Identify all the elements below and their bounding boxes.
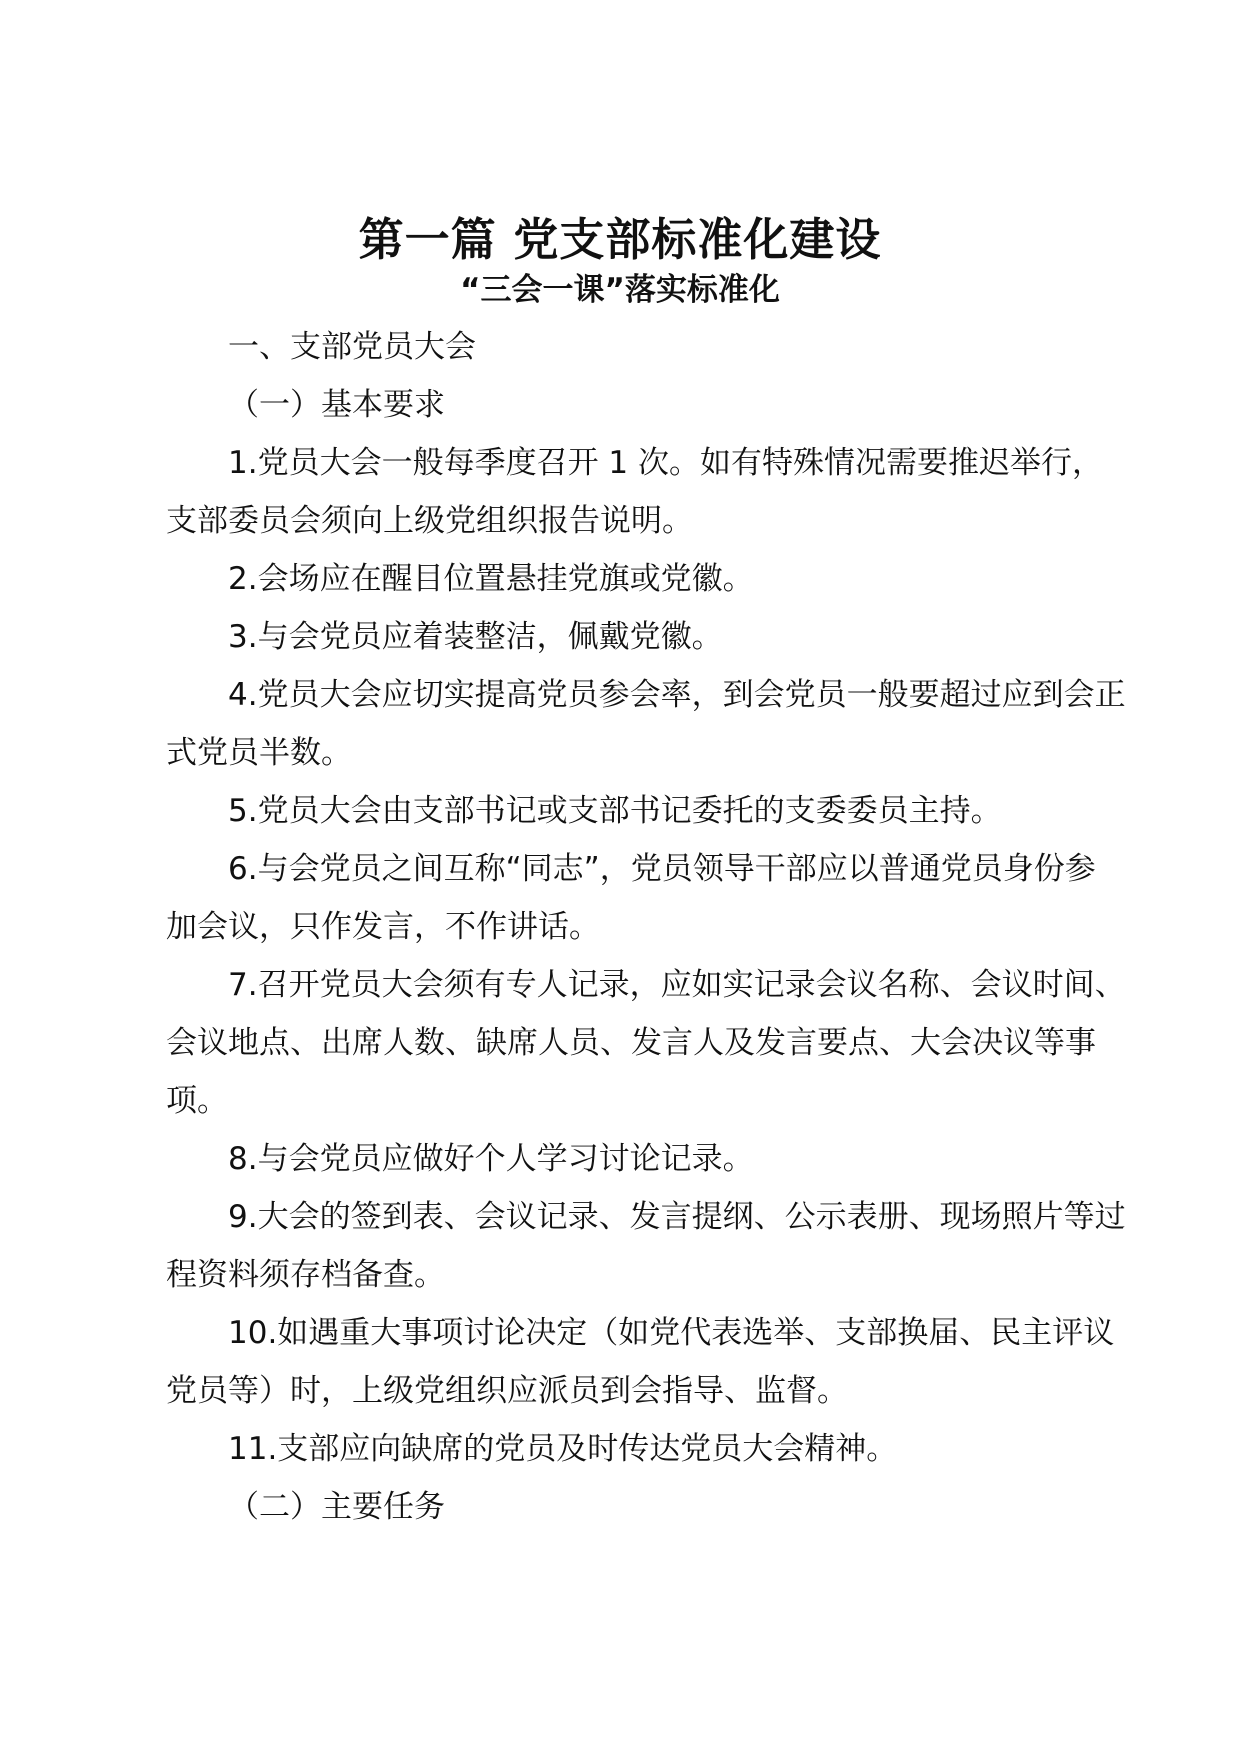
paragraph: 9.大会的签到表、会议记录、发言提纲、公示表册、现场照片等过程资料须存档备查。 (166, 1199, 1126, 1293)
paragraph: 7.召开党员大会须有专人记录，应如实记录会议名称、会议时间、会议地点、出席人数、缺席人员、发言人及发言要点、大会决议等事项。 (166, 967, 1126, 1119)
document-subtitle: “三会一课”落实标准化 (460, 272, 780, 308)
section-heading: 一、支部党员大会 (228, 329, 476, 365)
paragraph: 11.支部应向缺席的党员及时传达党员大会精神。 (228, 1431, 898, 1467)
paragraph: 3.与会党员应着装整洁，佩戴党徽。 (228, 619, 723, 655)
paragraph: 1.党员大会一般每季度召开 1 次。如有特殊情况需要推迟举行，支部委员会须向上级党组织报告说明。 (166, 445, 1104, 539)
paragraph: 6.与会党员之间互称“同志”，党员领导干部应以普通党员身份参加会议，只作发言，不作讲话。 (166, 851, 1096, 945)
paragraph: 4.党员大会应切实提高党员参会率，到会党员一般要超过应到会正式党员半数。 (166, 677, 1126, 771)
document-title: 第一篇 党支部标准化建设 (358, 213, 882, 266)
paragraph: 5.党员大会由支部书记或支部书记委托的支委委员主持。 (228, 793, 1002, 829)
subsection-heading: （二）主要任务 (228, 1489, 445, 1525)
subsection-heading: （一）基本要求 (228, 387, 445, 423)
document-body (166, 318, 1126, 1536)
paragraph: 2.会场应在醒目位置悬挂党旗或党徽。 (228, 561, 754, 597)
paragraph: 10.如遇重大事项讨论决定（如党代表选举、支部换届、民主评议党员等）时，上级党组织应派员到会指导、监督。 (166, 1315, 1115, 1409)
paragraph: 8.与会党员应做好个人学习讨论记录。 (228, 1141, 754, 1177)
